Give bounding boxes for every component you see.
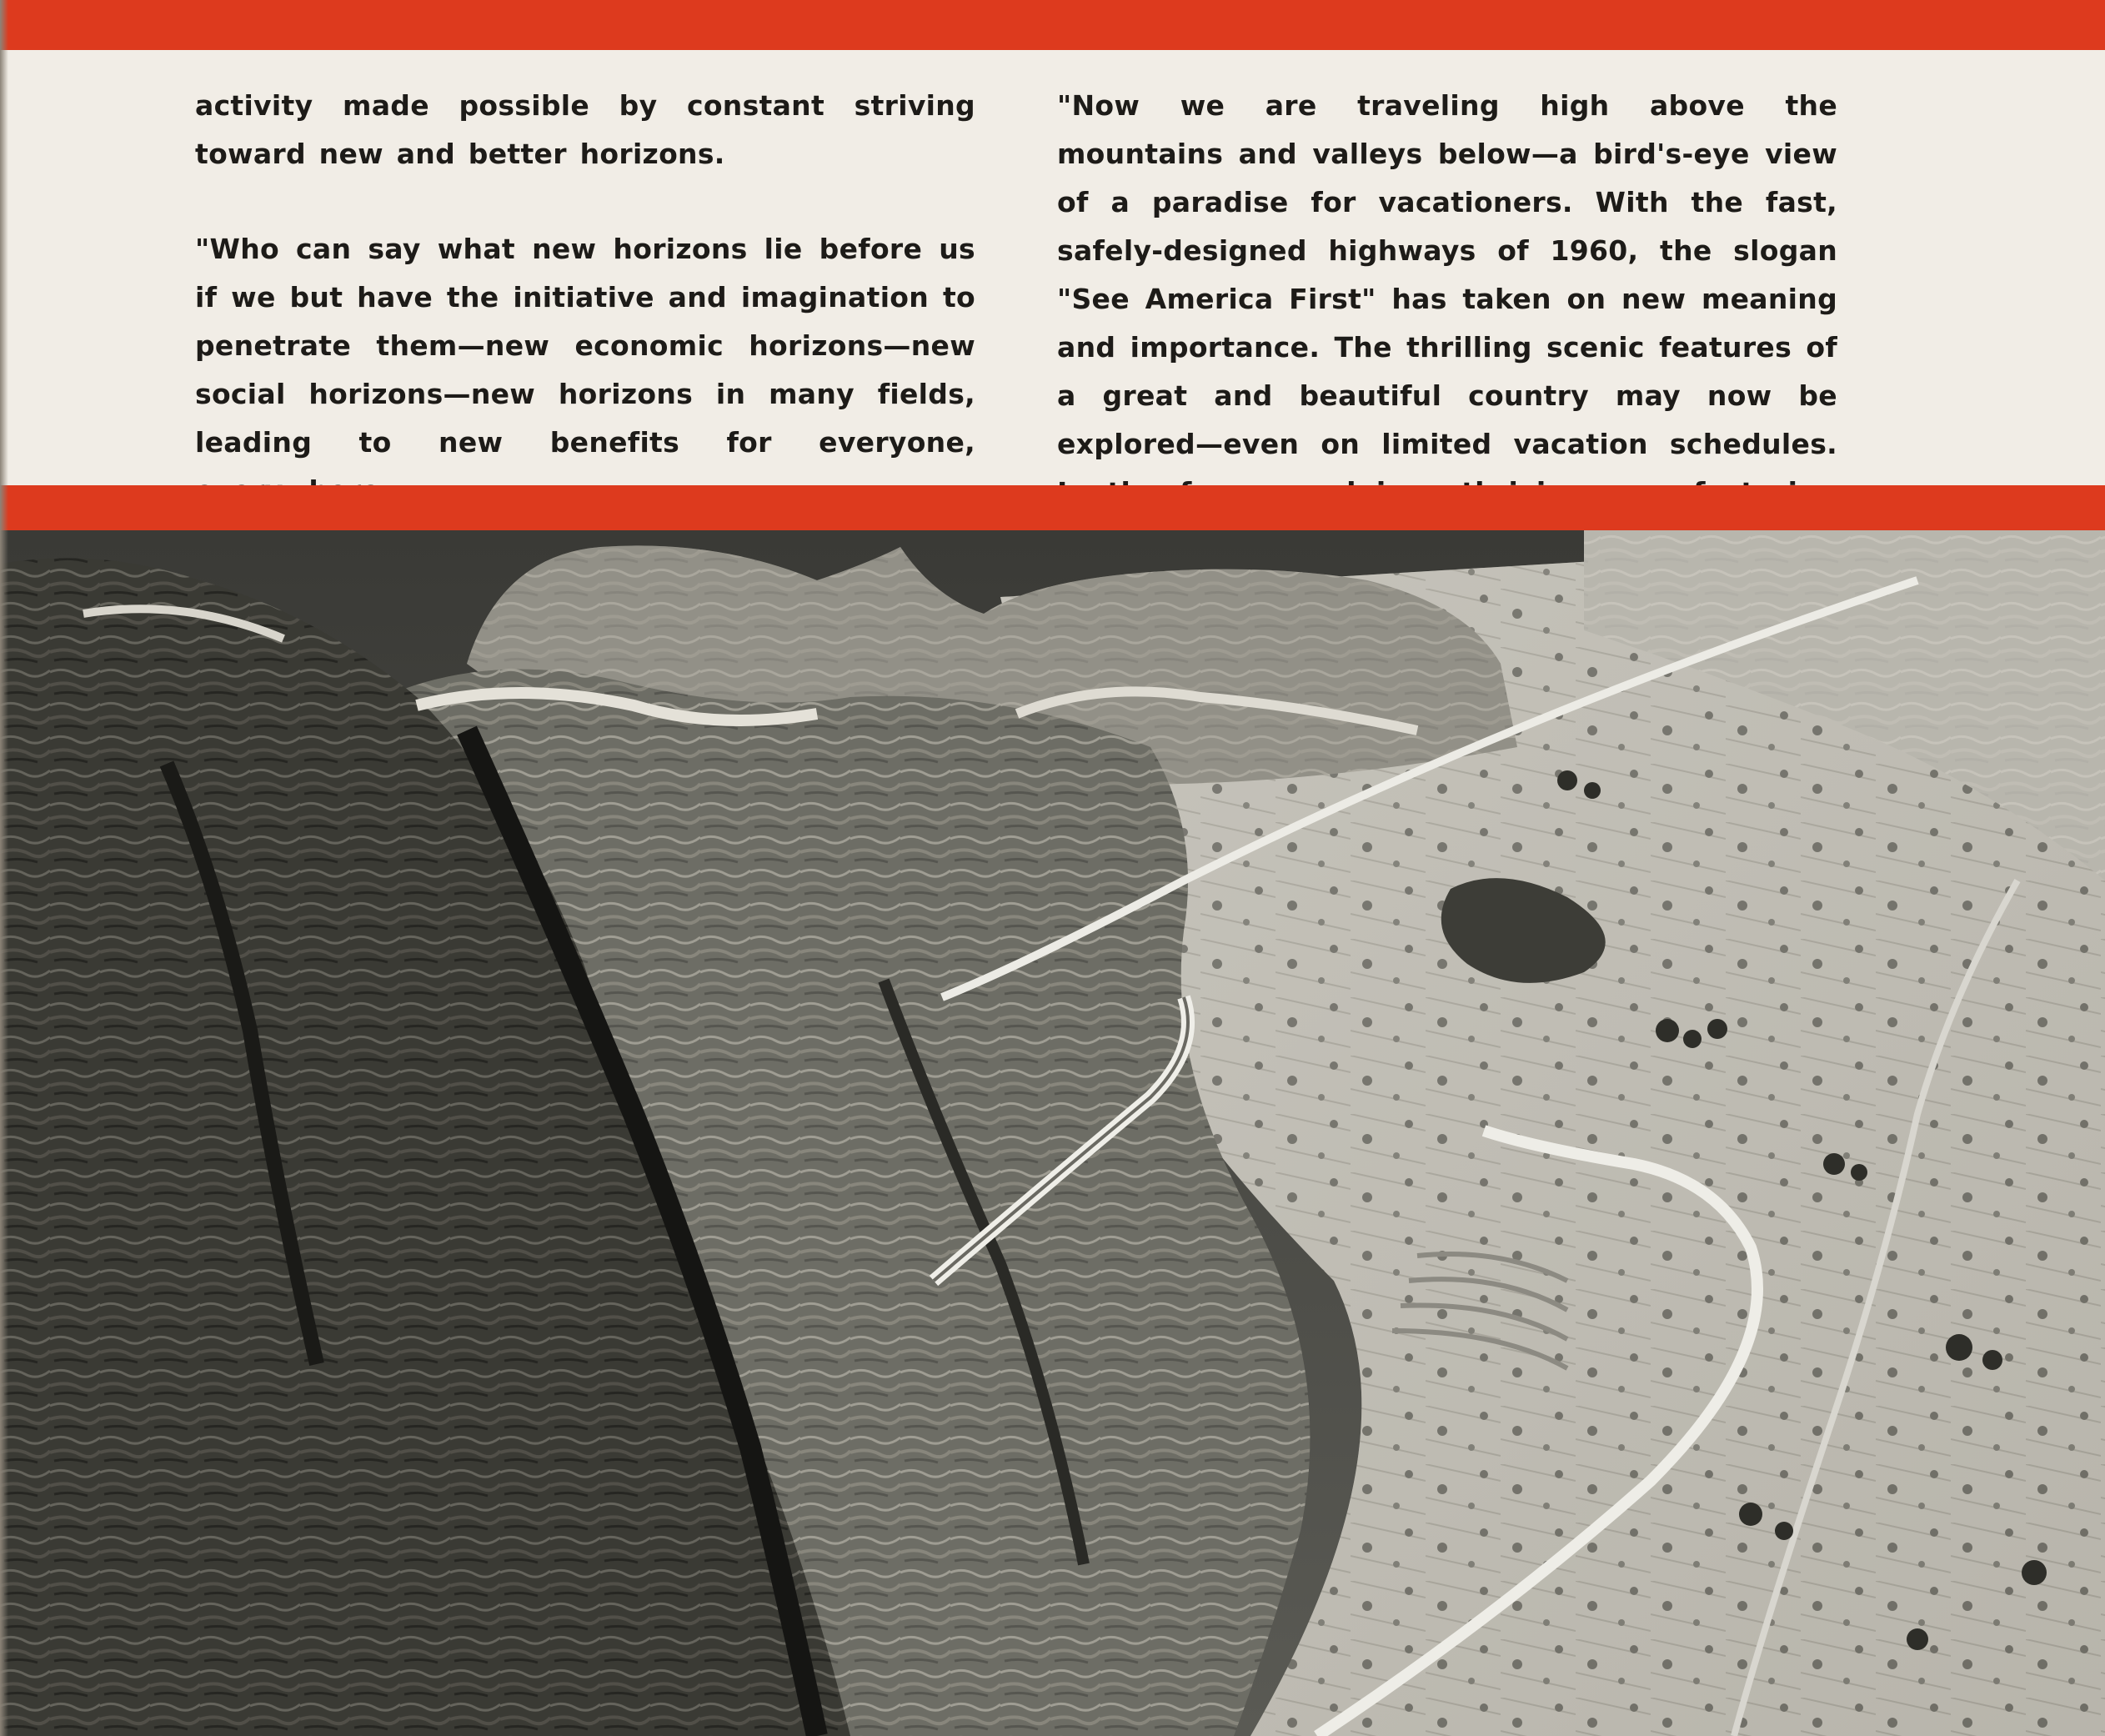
left-paragraph-1: activity made possible by constant striving toward new and better horizons. xyxy=(195,89,975,170)
top-red-band xyxy=(0,0,2105,50)
left-text-column xyxy=(195,82,975,515)
left-paragraph-2: "Who can say what new horizons lie before us if we but have the initiative and imagination to penetrate them—new economic horizons—new social horizons—new horizons in many fields, leading to new benefits for everyone, xyxy=(195,233,975,459)
binding-edge-shadow xyxy=(0,0,8,1736)
right-paragraph-1: "Now we are traveling high above the mountains and valleys below—a bird's-eye view of a paradise for vacationers. With the fast, safely-designed highways of 1960, the slogan "See America First" has taken on new meaning and importance. The thrilling scenic features of a great and beautiful country may now be explored—even on limited vacation schedules. xyxy=(1057,89,1837,460)
aerial-mountain-photo xyxy=(0,530,2105,1736)
bottom-red-band xyxy=(0,485,2105,530)
